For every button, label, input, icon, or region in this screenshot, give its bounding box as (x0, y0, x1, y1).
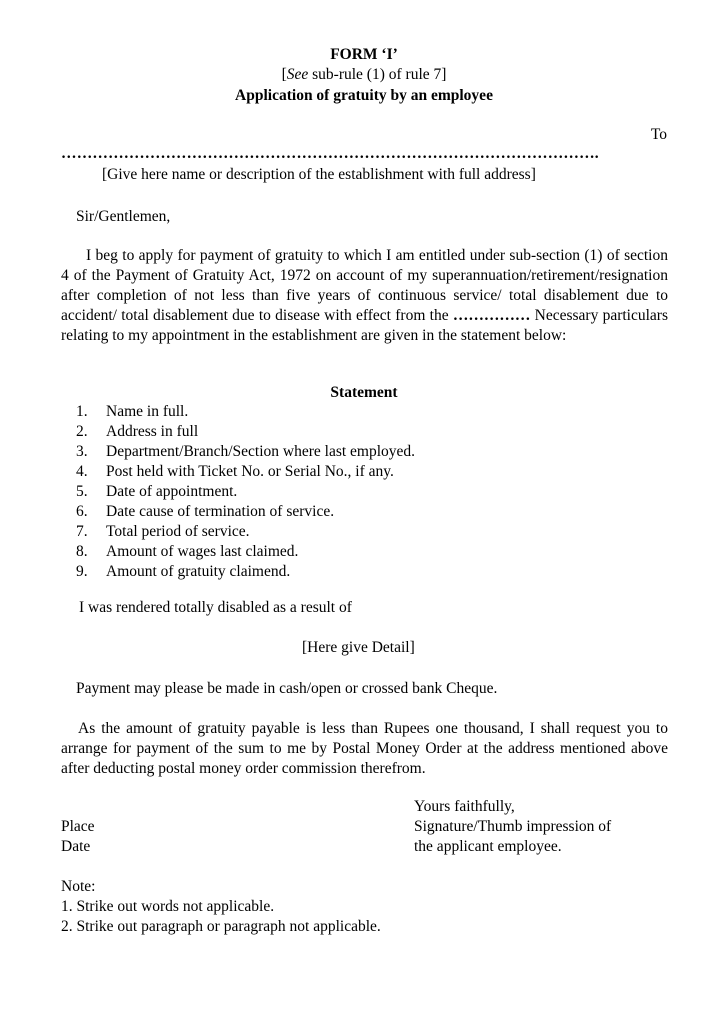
signature-line-2: the applicant employee. (414, 838, 562, 855)
statement-list (76, 402, 415, 582)
disability-detail: [Here give Detail] (302, 639, 415, 656)
to-label: To (650, 126, 667, 143)
salutation: Sir/Gentlemen, (76, 208, 171, 225)
application-paragraph (61, 246, 668, 346)
establishment-instruction: [Give here name or description of the establishment with full address] (102, 166, 536, 183)
signature-line-1: Signature/Thumb impression of (414, 818, 612, 835)
statement-item: 4. Post held with Ticket No. or Serial No., if any. (76, 463, 394, 480)
note-item: 1. Strike out words not applicable. (61, 898, 275, 915)
form-subtitle: Application of gratuity by an employee (235, 87, 493, 104)
form-title: FORM ‘I’ (330, 46, 398, 63)
statement-item: 5. Date of appointment. (76, 483, 238, 500)
paragraph-start: I beg to apply for payment of gratuity to which I am entitled under sub-section (1) of section 4 of the Payment of Gratuity Act, 1972 on account of my superannuation/retirement/resignation after completion of not less than five years of continuous service/ total disablement due to accident/ total disablement due to disease with effect from the (61, 247, 668, 324)
statement-heading: Statement (330, 384, 398, 401)
rule-reference: [See sub-rule (1) of rule 7] (281, 66, 447, 83)
establishment-dotted-line: …………………………………………………………………………………………. (61, 145, 599, 162)
statement-item: 9. Amount of gratuity claimend. (76, 563, 291, 580)
statement-item: 6. Date cause of termination of service. (76, 503, 335, 520)
date-label: Date (61, 838, 91, 855)
statement-item: 1. Name in full. (76, 403, 189, 420)
statement-item: 3. Department/Branch/Section where last employed. (76, 443, 416, 460)
note-item: 2. Strike out paragraph or paragraph not applicable. (61, 918, 381, 935)
note-heading: Note: (61, 878, 96, 895)
see-word: See (286, 66, 309, 83)
statement-item: 8. Amount of wages last claimed. (76, 543, 299, 560)
place-label: Place (61, 818, 95, 835)
statement-item: 2. Address in full (76, 423, 199, 440)
date-dots: …………… (452, 307, 531, 324)
yours-faithfully: Yours faithfully, (414, 798, 515, 815)
payment-line: Payment may please be made in cash/open or crossed bank Cheque. (76, 680, 498, 697)
money-order-paragraph: As the amount of gratuity payable is less than Rupees one thousand, I shall request you to arrange for payment of the sum to me by Postal Money Order at the address mentioned above after deducting postal money order commission therefrom. (61, 720, 668, 777)
disability-line: I was rendered totally disabled as a result of (79, 599, 352, 616)
statement-item: 7. Total period of service. (76, 523, 250, 540)
rule-reference-text: sub-rule (1) of rule 7] (308, 66, 447, 83)
paragraph-end: Necessary particulars relating to my appointment in the establishment are given in the statement below: (61, 307, 668, 344)
